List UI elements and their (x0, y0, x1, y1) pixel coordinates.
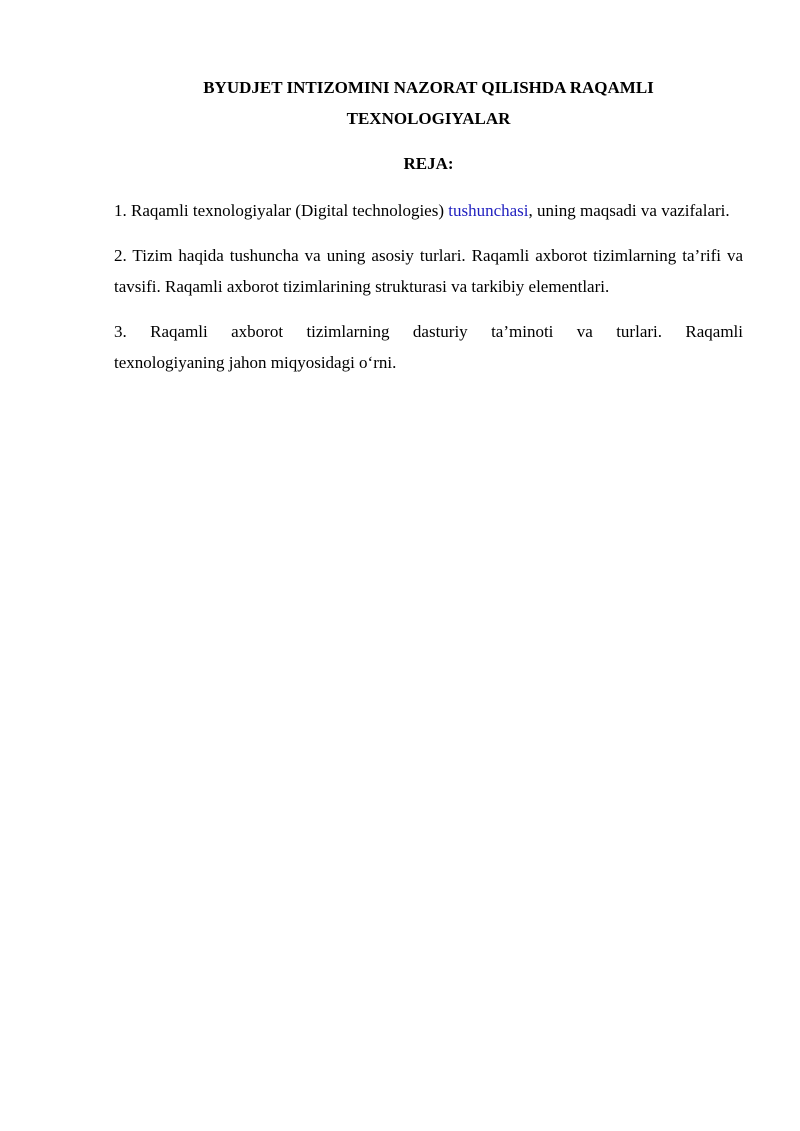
plan-item-1-text-end: , uning maqsadi va vazifalari. (528, 201, 730, 220)
plan-heading: REJA: (403, 154, 454, 173)
document-page (114, 72, 743, 378)
plan-item-1-link[interactable]: tushunchasi (448, 201, 529, 220)
plan-item-1 (114, 195, 743, 226)
title-line-1: BYUDJET INTIZOMINI NAZORAT QILISHDA RAQAMLI (203, 78, 654, 97)
plan-item-3-line-1: 3. Raqamli axborot tizimlarning dasturiy ta’minoti va turlari. Raqamli (114, 322, 743, 341)
plan-item-3-line-2: texnologiyaning jahon miqyosidagi o‘rni. (114, 353, 397, 372)
title-line-2: TEXNOLOGIYALAR (346, 109, 511, 128)
plan-item-3 (114, 316, 743, 378)
plan-item-1-text: 1. Raqamli texnologiyalar (Digital technologies) (114, 201, 444, 220)
document-title (114, 72, 743, 134)
plan-item-2: 2. Tizim haqida tushuncha va uning asosiy turlari. Raqamli axborot tizimlarning ta’rifi va tavsifi. Raqamli axborot tizimlarining strukturasi va tarkibiy elementlari. (114, 246, 743, 296)
